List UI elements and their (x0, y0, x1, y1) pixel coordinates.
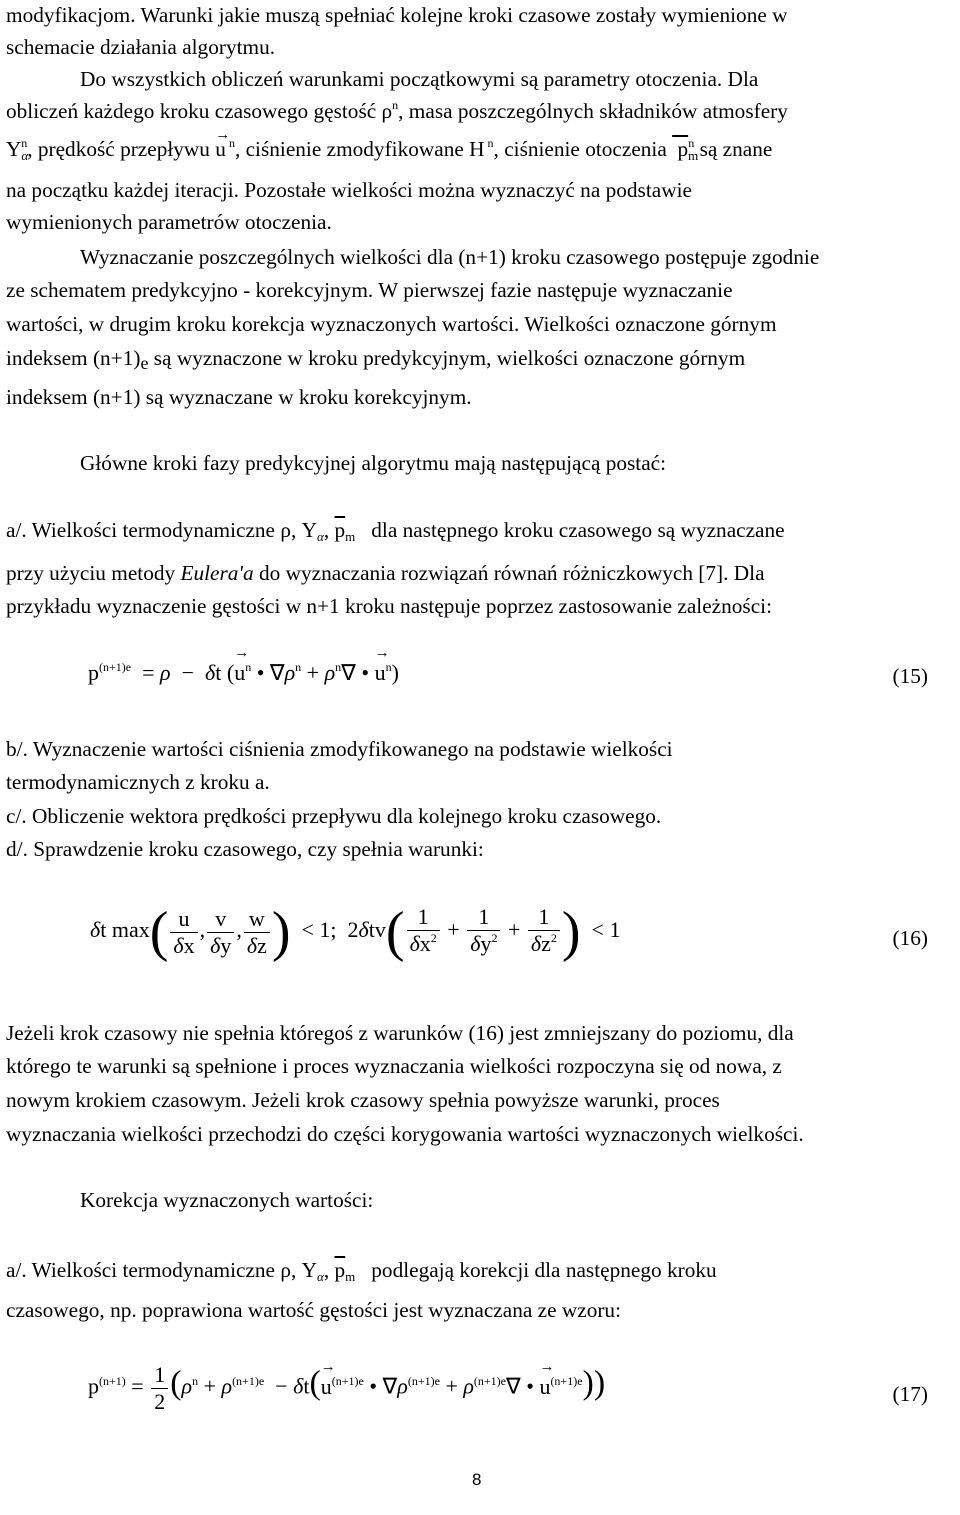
text-line: indeksem (n+1) są wyznaczane w kroku korekcyjnym. (6, 385, 472, 409)
text-line: schemacie działania algorytmu. (6, 35, 276, 59)
text-line: wartości, w drugim kroku korekcja wyznaczonych wartości. Wielkości oznaczone górnym (6, 312, 777, 336)
equation-17: $p^{(n+1)}$ = $\frac{1}{2}$ ($\rho^n + \rho^{(n+1)e} - \delta t(\to u^{(n+1)e}$ • $\nabla\rho^{(n+1)e} + \rho^{(n+1)e}\nabla$ • → $u^{(n+1)e}$)) (88, 1362, 605, 1415)
text-line: ze schematem predykcyjno - korekcyjnym. W pierwszej fazie następuje wyznaczanie (6, 278, 733, 302)
text-line: $Y\alpha^n$, prędkość przepływu → u $^n$, ciśnienie zmodyfikowane H $^n$, ciśnienie otoczenia $pm^n$ są znane (6, 136, 772, 165)
text-line: d/. Sprawdzenie kroku czasowego, czy spełnia warunki: (6, 837, 484, 861)
text-line: wymienionych parametrów otoczenia. (6, 210, 332, 234)
text-line: wyznaczania wielkości przechodzi do części korygowania wartości wyznaczonych wielkości. (6, 1122, 804, 1146)
text-line: c/. Obliczenie wektora prędkości przepływu dla kolejnego kroku czasowego. (6, 804, 662, 828)
equation-16: δt max( $\frac{u}{\delta x}$ , $\frac{v}{\delta y}$ , $\frac{w}{\delta z}$ ) < 1; 2δtv( $\frac{1}{\delta x^2}$ + $\frac{1}{\delta y^2}$ + $\frac{1}{\delta z^2}$ ) < 1 (90, 901, 621, 963)
text-line: a/. Wielkości termodynamiczne ρ, Yα, $\overline{p}m$ podlegają korekcji dla następnego kroku (6, 1258, 717, 1284)
equation-number: (17) (892, 1382, 928, 1406)
text-line: na początku każdej iteracji. Pozostałe wielkości można wyznaczyć na podstawie (6, 178, 692, 202)
text-line: Korekcja wyznaczonych wartości: (80, 1188, 374, 1212)
page-number: 8 (472, 1470, 482, 1489)
text-line: którego te warunki są spełnione i proces wyznaczania wielkości rozpoczyna się od nowa, z (6, 1054, 782, 1078)
text-line: Jeżeli krok czasowy nie spełnia któregoś z warunków (16) jest zmniejszany do poziomu, dla (6, 1021, 794, 1045)
text-line: nowym krokiem czasowym. Jeżeli krok czasowy spełnia powyższe warunki, proces (6, 1088, 720, 1112)
text-line: czasowego, np. poprawiona wartość gęstości jest wyznaczana ze wzoru: (6, 1298, 621, 1322)
text-line: termodynamicznych z kroku a. (6, 770, 270, 794)
text-line: przy użyciu metody Eulera'a do wyznaczania rozwiązań równań różniczkowych [7]. Dla (6, 561, 765, 585)
equation-15: $p^{(n+1)e} = \rho - \delta t$ (→ $u^n$ • $\nabla\rho^n + \rho^n\nabla$ • → $u^n$) (88, 660, 399, 686)
equation-number: (15) (892, 664, 928, 688)
text-line: indeksem (n+1)e są wyznaczone w kroku predykcyjnym, wielkości oznaczone górnym (6, 346, 746, 373)
equation-number: (16) (892, 926, 928, 950)
text-line: obliczeń każdego kroku czasowego gęstość $\rho^n$, masa poszczególnych składników atmosfery (6, 98, 788, 123)
text-line: przykładu wyznaczenie gęstości w n+1 kroku następuje poprzez zastosowanie zależności: (6, 594, 772, 618)
text-line: Do wszystkich obliczeń warunkami początkowymi są parametry otoczenia. Dla (80, 67, 759, 91)
text-line: a/. Wielkości termodynamiczne ρ, Yα, $\overline{p}m$ dla następnego kroku czasowego są wyznaczane (6, 518, 785, 544)
text-line: Główne kroki fazy predykcyjnej algorytmu mają następującą postać: (80, 451, 667, 475)
text-line: Wyznaczanie poszczególnych wielkości dla (n+1) kroku czasowego postępuje zgodnie (80, 245, 820, 269)
text-line: modyfikacjom. Warunki jakie muszą spełniać kolejne kroki czasowe zostały wymienione w (6, 3, 788, 27)
text-line: b/. Wyznaczenie wartości ciśnienia zmodyfikowanego na podstawie wielkości (6, 737, 673, 761)
